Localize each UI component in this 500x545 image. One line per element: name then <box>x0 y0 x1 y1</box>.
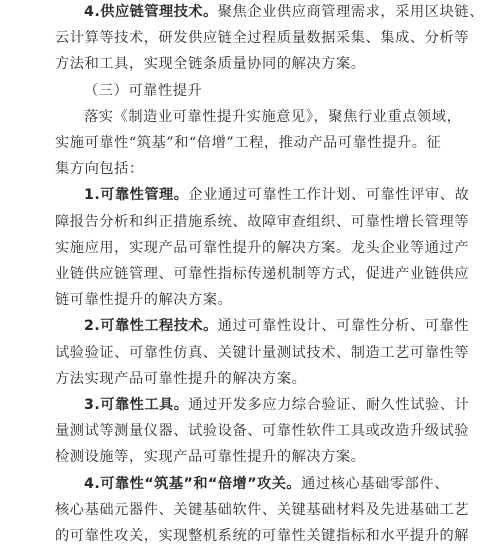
document-line <box>84 317 469 335</box>
line-text: 业链供应链管理、可靠性指标传递机制等方式，促进产业链供应 <box>55 266 470 282</box>
document-line <box>55 160 144 178</box>
document-line <box>84 396 469 414</box>
line-text: 通过核心基础零部件、 <box>301 476 450 492</box>
document-line <box>84 186 469 204</box>
document-line <box>55 265 469 283</box>
line-text: 企业通过可靠性工作计划、可靠性评审、故 <box>188 187 470 203</box>
document-line <box>55 55 366 73</box>
line-text: 量测试等测量仪器、试验设备、可靠性软件工具或改造升级试验 <box>55 423 470 439</box>
document-line <box>55 134 441 152</box>
document-line <box>55 344 469 362</box>
line-text: 方法和工具，实现全链条质量协同的解决方案。 <box>55 56 366 72</box>
document-line <box>55 370 306 388</box>
line-text: 障报告分析和纠正措施系统、故障审查组织、可靠性增长管理等 <box>55 214 470 230</box>
line-text: （三）可靠性提升 <box>84 83 203 99</box>
document-line <box>55 448 366 466</box>
document-line <box>55 291 232 309</box>
line-text: 实施应用，实现产品可靠性提升的解决方案。龙头企业等通过产 <box>55 240 470 256</box>
item-heading-engineering: 2.可靠性工程技术。 <box>84 318 218 334</box>
line-text: 核心基础元器件、关键基础软件、关键基础材料及先进基础工艺 <box>55 502 470 518</box>
item-heading-management: 1.可靠性管理。 <box>84 187 189 203</box>
document-line <box>55 213 469 231</box>
document-line <box>84 82 202 100</box>
line-text: 落实《制造业可靠性提升实施意见》，聚焦行业重点领域， <box>84 109 462 125</box>
line-text: 聚焦企业供应商管理需求，采用区块链、 <box>217 4 484 20</box>
line-text: 的可靠性攻关，实现整机系统的可靠性关键指标和水平提升的解 <box>55 528 470 544</box>
line-text: 通过开发多应力综合验证、耐久性试验、计 <box>188 397 470 413</box>
document-line <box>84 108 461 126</box>
line-text: 检测设施等，实现产品可靠性提升的解决方案。 <box>55 449 366 465</box>
line-text: 链可靠性提升的解决方案。 <box>55 292 233 308</box>
document-line <box>55 501 469 519</box>
line-text: 试验验证、可靠性仿真、关键计量测试技术、制造工艺可靠性等 <box>55 345 470 361</box>
document-line <box>84 3 484 21</box>
line-text: 集方向包括： <box>55 161 144 177</box>
line-text: 云计算等技术，研发供应链全过程质量数据采集、集成、分析等 <box>55 30 470 46</box>
item-heading-foundation: 4.可靠性“筑基”和“倍增”攻关。 <box>84 476 302 492</box>
item-heading-supply-chain: 4.供应链管理技术。 <box>84 4 218 20</box>
document-line <box>84 475 449 493</box>
item-heading-tools: 3.可靠性工具。 <box>84 397 189 413</box>
document-line <box>55 422 469 440</box>
document-line <box>55 239 469 257</box>
line-text: 通过可靠性设计、可靠性分析、可靠性 <box>217 318 470 334</box>
document-line <box>55 29 469 47</box>
document-line <box>55 527 469 545</box>
line-text: 实施可靠性“筑基”和“倍增”工程，推动产品可靠性提升。征 <box>55 135 442 151</box>
line-text: 方法实现产品可靠性提升的解决方案。 <box>55 371 307 387</box>
